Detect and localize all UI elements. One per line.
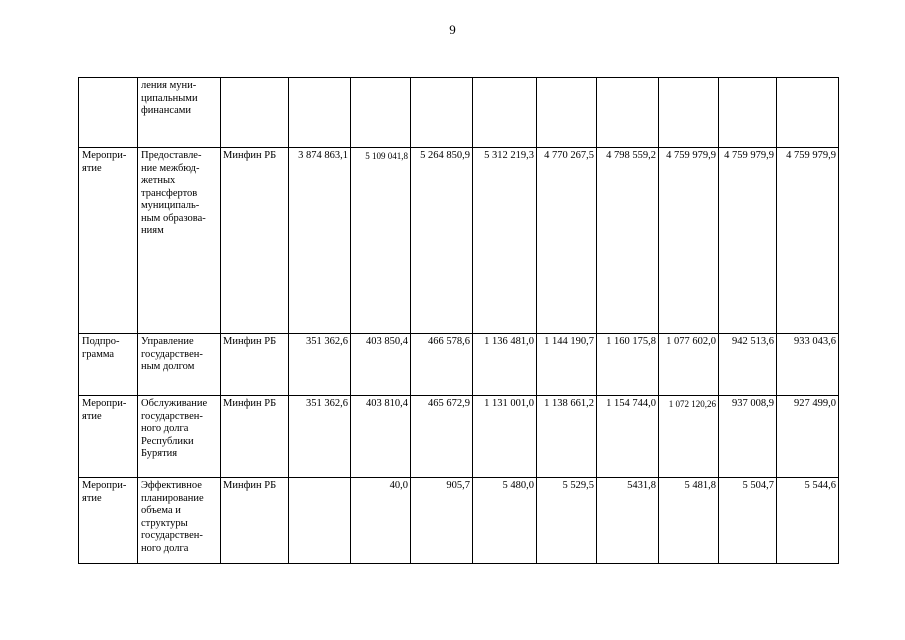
value-cell: 351 362,6 bbox=[289, 334, 351, 396]
budget-table bbox=[78, 77, 839, 564]
row-name-cell: ления муни- ципальными финансами bbox=[138, 78, 221, 148]
row-executor-cell: Минфин РБ bbox=[221, 334, 289, 396]
row-type-cell: Меропри- ятие bbox=[79, 148, 138, 334]
value-cell bbox=[777, 78, 839, 148]
row-name-cell: Эффективное планирование объема и структуры государствен- ного долга bbox=[138, 478, 221, 564]
value-cell: 942 513,6 bbox=[719, 334, 777, 396]
value-cell: 1 136 481,0 bbox=[473, 334, 537, 396]
row-type-cell: Меропри- ятие bbox=[79, 478, 138, 564]
row-executor-cell: Минфин РБ bbox=[221, 148, 289, 334]
table-row bbox=[79, 478, 839, 564]
table-row bbox=[79, 78, 839, 148]
value-cell: 5 480,0 bbox=[473, 478, 537, 564]
value-cell: 937 008,9 bbox=[719, 396, 777, 478]
value-cell bbox=[351, 78, 411, 148]
value-cell: 933 043,6 bbox=[777, 334, 839, 396]
value-cell: 465 672,9 bbox=[411, 396, 473, 478]
value-cell: 351 362,6 bbox=[289, 396, 351, 478]
value-cell: 403 810,4 bbox=[351, 396, 411, 478]
value-cell: 4 759 979,9 bbox=[719, 148, 777, 334]
table-row bbox=[79, 334, 839, 396]
value-cell: 5 529,5 bbox=[537, 478, 597, 564]
value-cell bbox=[473, 78, 537, 148]
value-cell: 5 109 041,8 bbox=[351, 148, 411, 334]
value-cell: 4 759 979,9 bbox=[659, 148, 719, 334]
value-cell: 1 131 001,0 bbox=[473, 396, 537, 478]
value-cell: 1 138 661,2 bbox=[537, 396, 597, 478]
row-name-cell: Предоставле- ние межбюд- жетных трансфертов муниципаль- ным образова- ниям bbox=[138, 148, 221, 334]
value-cell bbox=[537, 78, 597, 148]
value-cell bbox=[659, 78, 719, 148]
value-cell: 1 160 175,8 bbox=[597, 334, 659, 396]
value-cell: 466 578,6 bbox=[411, 334, 473, 396]
value-cell: 4 759 979,9 bbox=[777, 148, 839, 334]
value-cell: 4 798 559,2 bbox=[597, 148, 659, 334]
value-cell: 5431,8 bbox=[597, 478, 659, 564]
value-cell: 1 154 744,0 bbox=[597, 396, 659, 478]
value-cell bbox=[411, 78, 473, 148]
value-cell bbox=[289, 78, 351, 148]
value-cell: 3 874 863,1 bbox=[289, 148, 351, 334]
row-type-cell bbox=[79, 78, 138, 148]
value-cell: 1 144 190,7 bbox=[537, 334, 597, 396]
value-cell: 927 499,0 bbox=[777, 396, 839, 478]
value-cell: 5 312 219,3 bbox=[473, 148, 537, 334]
value-cell bbox=[597, 78, 659, 148]
value-cell: 4 770 267,5 bbox=[537, 148, 597, 334]
value-cell bbox=[289, 478, 351, 564]
value-cell: 905,7 bbox=[411, 478, 473, 564]
value-cell: 1 077 602,0 bbox=[659, 334, 719, 396]
row-name-cell: Управление государствен- ным долгом bbox=[138, 334, 221, 396]
row-executor-cell: Минфин РБ bbox=[221, 478, 289, 564]
row-executor-cell: Минфин РБ bbox=[221, 396, 289, 478]
row-executor-cell bbox=[221, 78, 289, 148]
value-cell: 5 481,8 bbox=[659, 478, 719, 564]
value-cell: 1 072 120,26 bbox=[659, 396, 719, 478]
table-row bbox=[79, 396, 839, 478]
table-row bbox=[79, 148, 839, 334]
page-number: 9 bbox=[449, 22, 456, 37]
value-cell: 5 264 850,9 bbox=[411, 148, 473, 334]
row-type-cell: Подпро- грамма bbox=[79, 334, 138, 396]
value-cell bbox=[719, 78, 777, 148]
value-cell: 40,0 bbox=[351, 478, 411, 564]
value-cell: 403 850,4 bbox=[351, 334, 411, 396]
value-cell: 5 504,7 bbox=[719, 478, 777, 564]
row-name-cell: Обслуживание государствен- ного долга Республики Бурятия bbox=[138, 396, 221, 478]
row-type-cell: Меропри- ятие bbox=[79, 396, 138, 478]
value-cell: 5 544,6 bbox=[777, 478, 839, 564]
